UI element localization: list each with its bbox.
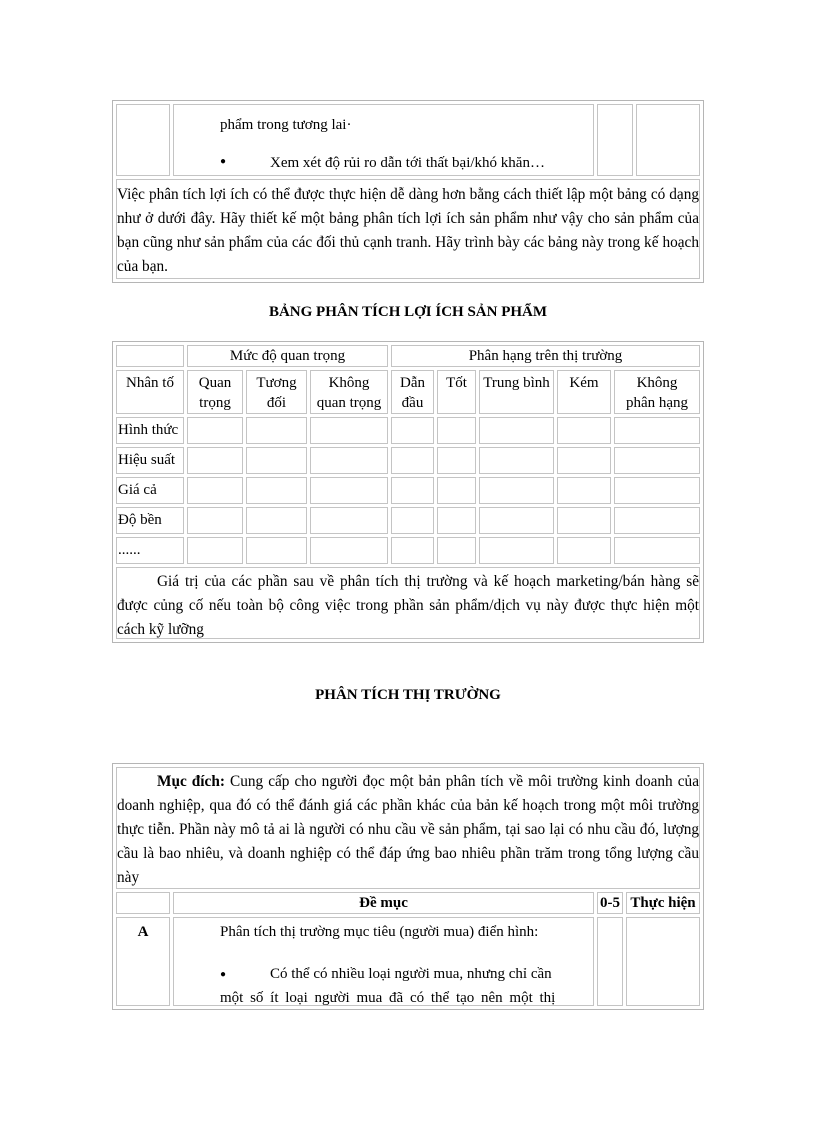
benefit-cell: [614, 447, 700, 474]
bullet-icon: ●: [220, 156, 227, 167]
benefit-cell: [437, 537, 476, 564]
benefit-row-label: Hình thức: [116, 417, 184, 444]
benefit-note-text: Giá trị của các phần sau về phân tích thị trường và kế hoạch marketing/bán hàng sẽ được củng cố nếu toàn bộ công việc trong phần sản phẩm/dịch vụ này được thực hiện một cách kỹ lưỡng: [117, 573, 699, 638]
benefit-row-label: Độ bền: [116, 507, 184, 534]
purpose-text: Cung cấp cho người đọc một bản phân tích về môi trường kinh doanh của doanh nghiệp, qua đó có thể đánh giá các phần khác của bản kế hoạch trong một môi trường thực tiễn. Phần này mô tả ai là người có nhu cầu về sản phẩm, tại sao lại có nhu cầu đó, lượng cầu là bao nhiêu, và doanh nghiệp có thể đáp ứng bao nhiêu phần trăm trong tổng lượng cầu này: [117, 773, 699, 886]
benefit-cell: [187, 417, 243, 444]
group-rank-header: Phân hạng trên thị trường: [391, 345, 700, 367]
top-table-cell-score: [597, 104, 633, 176]
benefit-cell: [310, 507, 388, 534]
market-title: PHÂN TÍCH THỊ TRƯỜNG: [315, 687, 501, 703]
market-header-item: Đề mục: [173, 892, 594, 914]
benefit-cell: [310, 477, 388, 504]
benefit-cell: [246, 417, 307, 444]
benefit-cell: [391, 417, 434, 444]
market-row-bullet-line2: một số ít loại người mua đã có thể tạo nên một thị: [220, 990, 556, 1006]
benefit-cell: [614, 477, 700, 504]
col-good-header: Tốt: [437, 370, 476, 414]
col-important-header: Quan trọng: [187, 370, 243, 414]
benefit-cell: [391, 477, 434, 504]
group-importance-header: Mức độ quan trọng: [187, 345, 388, 367]
benefit-cell: [246, 477, 307, 504]
benefit-cell: [557, 537, 611, 564]
col-factor-header: Nhân tố: [116, 370, 184, 414]
benefit-row-label: Hiệu suất: [116, 447, 184, 474]
benefit-table: [112, 341, 704, 643]
benefit-cell: [391, 537, 434, 564]
benefit-cell: [437, 417, 476, 444]
top-table-cell-content: [173, 104, 594, 176]
benefit-cell: [557, 447, 611, 474]
benefit-cell: [479, 537, 554, 564]
benefit-cell: [479, 507, 554, 534]
benefit-cell: [479, 477, 554, 504]
market-header-done: Thực hiện: [626, 892, 700, 914]
market-header-score: 0-5: [597, 892, 623, 914]
market-header-empty: [116, 892, 170, 914]
benefit-cell: [391, 507, 434, 534]
top-table-bullet-text: Xem xét độ rủi ro dẫn tới thất bại/khó khăn…: [270, 155, 545, 171]
benefit-cell: [187, 507, 243, 534]
benefit-cell: [310, 537, 388, 564]
top-table-line: phẩm trong tương lai·: [220, 117, 352, 133]
benefit-cell: [614, 537, 700, 564]
benefit-cell: [479, 447, 554, 474]
top-table-cell-done: [636, 104, 700, 176]
top-table-paragraph: Việc phân tích lợi ích có thể được thực hiện dễ dàng hơn bằng cách thiết lập một bảng có dạng như ở dưới đây. Hãy thiết kế một bảng phân tích lợi ích sản phẩm như vậy cho sản phẩm của bạn cũng như sản phẩm của các đối thủ cạnh tranh. Hãy trình bày các bảng này trong kế hoạch của bạn.: [116, 179, 700, 279]
benefit-cell: [557, 507, 611, 534]
market-row-done: [626, 917, 700, 1006]
purpose-label: Mục đích:: [157, 773, 225, 790]
col-average-header: Trung bình: [479, 370, 554, 414]
market-row-content: [173, 917, 594, 1006]
market-row-score: [597, 917, 623, 1006]
header-empty: [116, 345, 184, 367]
benefit-cell: [437, 447, 476, 474]
benefit-cell: [557, 477, 611, 504]
benefit-cell: [187, 447, 243, 474]
col-unranked-header: Không phân hạng: [614, 370, 700, 414]
benefit-cell: [187, 477, 243, 504]
market-table: [112, 763, 704, 1010]
benefit-cell: [246, 507, 307, 534]
benefit-row-label: ......: [116, 537, 184, 564]
col-lead-header: Dẫn đầu: [391, 370, 434, 414]
benefit-row-label: Giá cả: [116, 477, 184, 504]
market-row-heading: Phân tích thị trường mục tiêu (người mua) điển hình:: [220, 924, 539, 940]
benefit-cell: [246, 537, 307, 564]
benefit-cell: [614, 507, 700, 534]
market-row-label: A: [116, 917, 170, 1006]
col-poor-header: Kém: [557, 370, 611, 414]
top-table-cell-a: [116, 104, 170, 176]
benefit-cell: [310, 447, 388, 474]
benefit-cell: [479, 417, 554, 444]
benefit-table-note: [116, 567, 700, 639]
benefit-cell: [614, 417, 700, 444]
top-table: [112, 100, 704, 283]
col-not-important-header: Không quan trọng: [310, 370, 388, 414]
benefit-cell: [557, 417, 611, 444]
benefit-cell: [187, 537, 243, 564]
col-relative-header: Tương đối: [246, 370, 307, 414]
benefit-cell: [246, 447, 307, 474]
benefit-table-title: BẢNG PHÂN TÍCH LỢI ÍCH SẢN PHẨM: [268, 304, 548, 320]
market-purpose: [116, 767, 700, 889]
market-row-bullet-line1: Có thể có nhiều loại người mua, nhưng chỉ cần: [270, 966, 552, 982]
bullet-icon: ●: [220, 969, 227, 980]
benefit-cell: [391, 447, 434, 474]
benefit-cell: [437, 477, 476, 504]
benefit-cell: [437, 507, 476, 534]
benefit-cell: [310, 417, 388, 444]
